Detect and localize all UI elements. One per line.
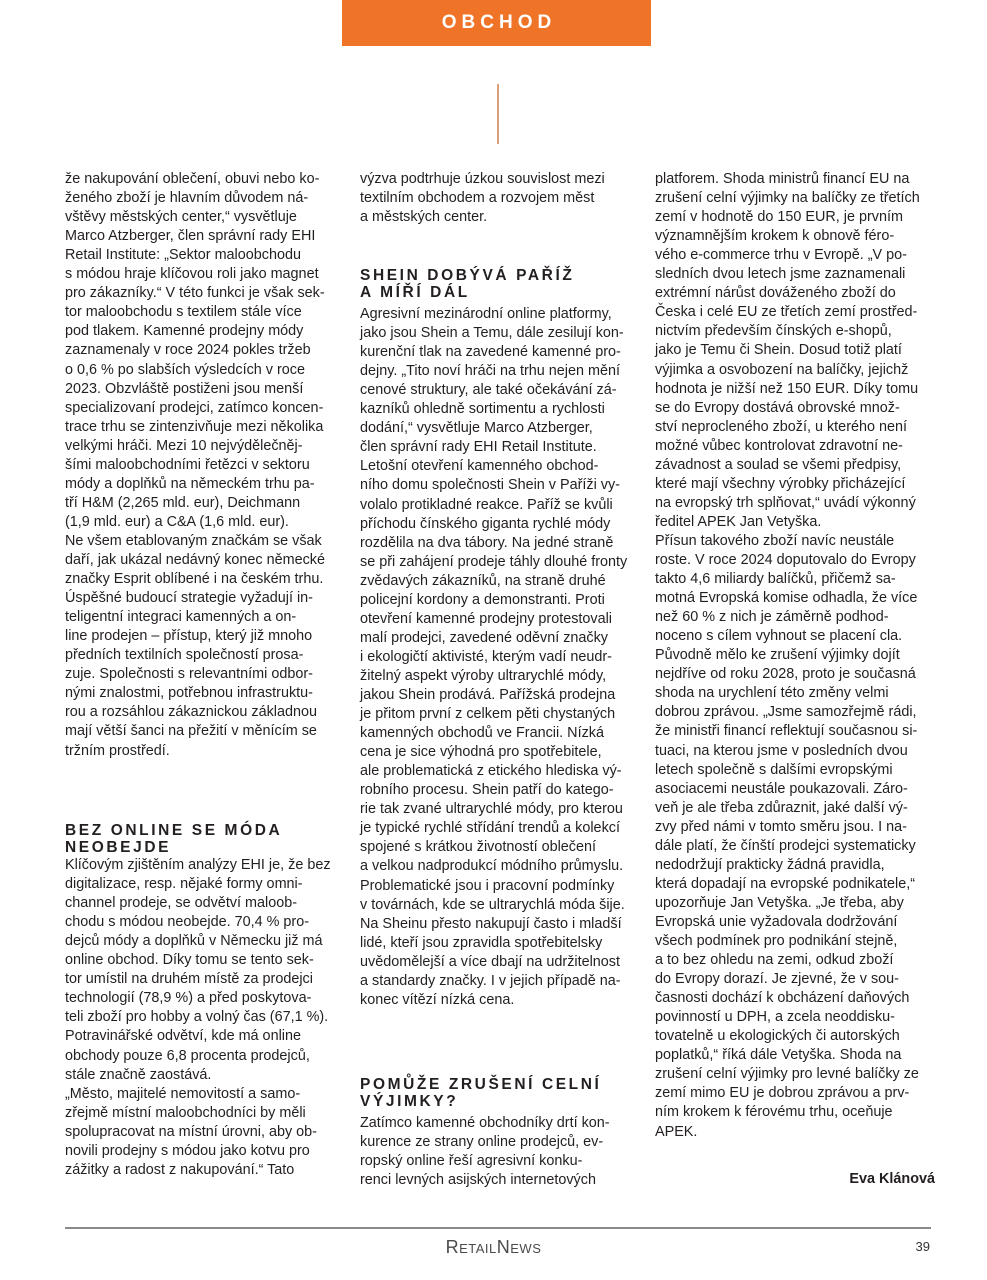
- paragraph-line: tří H&M (2,265 mld. eur), Deichmann: [65, 494, 301, 511]
- paragraph-line: že nakupování oblečení, obuvi nebo ko-: [65, 171, 320, 187]
- paragraph-line: motná Evropská komise odhadla, že více: [655, 590, 918, 607]
- paragraph-line: 2023. Obzvláště postiženi jsou menší: [65, 380, 304, 397]
- paragraph-line: výzva podtrhuje úzkou souvislost mezi: [360, 171, 605, 187]
- paragraph-line: letech společně s dalšími evropskými: [655, 761, 893, 778]
- paragraph-line: volalo protikladné reakce. Paříž se kvůli: [360, 496, 613, 513]
- paragraph-line: Problematické jsou i pracovní podmínky: [360, 877, 615, 894]
- section-label: OBCHOD: [441, 12, 557, 33]
- paragraph-line: zaznamenaly v roce 2024 pokles tržeb: [65, 342, 311, 359]
- paragraph-line: Ne všem etablovaným značkám se však: [65, 532, 322, 549]
- paragraph-line: ale problematická z etického hlediska vý-: [360, 763, 622, 780]
- paragraph-line: renci levných asijských internetových: [360, 1172, 596, 1189]
- paragraph-line: je typické rychlé střídání trendů a kolekcí: [360, 820, 620, 837]
- paragraph-line: mají větší šanci na přežití v měnícím se: [65, 723, 317, 740]
- paragraph-line: jakou Shein prodává. Pařížská prodejna: [360, 687, 616, 703]
- paragraph-line: která dopadají na evropské podnikatele,“: [655, 875, 916, 892]
- paragraph-line: dobrou zprávou. „Jsme samozřejmě rádi,: [655, 704, 917, 721]
- paragraph-line: obchody pouze 6,8 procenta prodejců,: [65, 1047, 310, 1064]
- page-number: 39: [915, 1239, 930, 1254]
- paragraph-line: zrušení celní výjimky pro levné balíčky ze: [655, 1066, 919, 1083]
- paragraph-line: významnějším krokem k obnově féro-: [655, 228, 895, 245]
- paragraph-line: novili prodejny s módou jako kotvu pro: [65, 1142, 310, 1159]
- paragraph-line: platforem. Shoda ministrů financí EU na: [655, 171, 910, 187]
- section-heading: A MÍŘÍ DÁL: [360, 284, 470, 301]
- paragraph-line: jako je Temu či Shein. Dosud totiž platí: [655, 342, 902, 359]
- paragraph-line: nejdříve od roku 2028, proto je současná: [655, 666, 916, 683]
- paragraph-line: hodnota je nižší než 150 EUR. Díky tomu: [655, 380, 919, 397]
- paragraph-line: předních textilních společností prosa-: [65, 647, 304, 664]
- paragraph-line: channel prodeje, se odvětví maloob-: [65, 895, 297, 912]
- paragraph-line: kazníků ohledně sortimentu a rychlosti: [360, 401, 605, 418]
- section-heading: BEZ ONLINE SE MÓDA: [65, 822, 283, 839]
- paragraph-line: ního domu společnosti Shein v Paříži vy-: [360, 477, 620, 494]
- paragraph-line: pro zákazníky.“ V této funkci je však sek-: [65, 285, 325, 302]
- paragraph-line: tor umístil na druhém místě za prodejci: [65, 971, 313, 988]
- footer-divider: [65, 1227, 931, 1229]
- paragraph-line: dále platí, že čínští prodejci systematicky: [655, 837, 916, 854]
- paragraph-line: specializovaní prodejci, zatímco koncen-: [65, 399, 324, 416]
- paragraph-line: s módou hraje klíčovou roli jako magnet: [65, 266, 319, 283]
- paragraph-line: shoda na urychlení této změny velmi: [655, 685, 889, 702]
- paragraph-line: stále značně zaostává.: [65, 1066, 212, 1083]
- paragraph-line: textilním obchodem a rozvojem měst: [360, 190, 595, 207]
- paragraph-line: digitalizace, resp. nějaké formy omni-: [65, 876, 303, 893]
- paragraph-line: nictvím především čínských e-shopů,: [655, 323, 892, 340]
- paragraph-line: lidé, kteří jsou zpravidla spotřebitelsky: [360, 934, 603, 951]
- paragraph-line: příchodu čínského giganta rychlé módy: [360, 515, 611, 532]
- paragraph-line: zážitky a radost z nakupování.“ Tato: [65, 1161, 295, 1178]
- paragraph-line: Agresivní mezinárodní online platformy,: [360, 306, 612, 322]
- paragraph-line: člen správní rady EHI Retail Institute.: [360, 439, 597, 456]
- paragraph-line: otevření kamenné prodejny protestovali: [360, 610, 612, 627]
- paragraph-line: i ekologičtí aktivisté, kterým vadí neudr-: [360, 648, 612, 665]
- paragraph-line: zvy před námi v tomto směru jsou. I na-: [655, 818, 907, 835]
- paragraph-line: ropský online řeší agresivní konku-: [360, 1153, 583, 1170]
- paragraph-line: povinností u DPH, a zcela neoddisku-: [655, 1009, 895, 1026]
- section-heading: SHEIN DOBÝVÁ PAŘÍŽ: [360, 267, 575, 284]
- accent-divider: [497, 84, 499, 144]
- paragraph-line: Klíčovým zjištěním analýzy EHI je, že bez: [65, 857, 331, 873]
- publication-logo: RETAILNEWS: [445, 1237, 542, 1257]
- paragraph-line: teli zboží pro hobby a volný čas (67,1 %).: [65, 1009, 329, 1026]
- paragraph-line: ředitel APEK Jan Vetyška.: [655, 513, 822, 530]
- paragraph-line: ženého zboží je hlavním důvodem ná-: [65, 190, 309, 207]
- paragraph-line: dejců módy a doplňků v Německu již má: [65, 933, 323, 950]
- paragraph-line: vštěvy městských center,“ vysvětluje: [65, 209, 297, 226]
- paragraph-line: takto 4,6 miliardy balíčků, přičemž sa-: [655, 571, 896, 588]
- paragraph-line: Přísun takového zboží navíc neustále: [655, 532, 895, 549]
- paragraph-line: je přitom první z celkem pěti chystaných: [360, 706, 616, 723]
- paragraph-line: které mají všechny výrobky přicházející: [655, 475, 906, 492]
- paragraph-line: roste. V roce 2024 doputovalo do Evropy: [655, 552, 916, 568]
- paragraph-line: se do Evropy dostává obrovské množ-: [655, 399, 900, 416]
- paragraph-line: se při zahájení prodeje táhly dlouhé fronty: [360, 553, 628, 570]
- paragraph-line: módy a doplňků na německém trhu pa-: [65, 475, 315, 492]
- paragraph-line: Retail Institute: „Sektor maloobchodu: [65, 247, 301, 264]
- paragraph-line: jako jsou Shein a Temu, dále zesilují kon-: [360, 325, 624, 342]
- paragraph-line: cena je sice výhodná pro spotřebitele,: [360, 744, 602, 761]
- paragraph-line: Zatímco kamenné obchodníky drtí kon-: [360, 1115, 610, 1131]
- paragraph-line: zrušení celní výjimky na balíčky ze třetích: [655, 190, 920, 207]
- paragraph-line: rie tak zvané ultrarychlé módy, pro kterou: [360, 801, 623, 818]
- paragraph-line: výjimka a osvobození na balíčky, jejichž: [655, 361, 909, 378]
- paragraph-line: do Evropy dorazí. Je zjevné, že v sou-: [655, 971, 899, 988]
- paragraph-line: ství neprocleného zboží, u kterého není: [655, 418, 907, 435]
- paragraph-line: upozorňuje Jan Vetyška. „Je třeba, aby: [655, 894, 904, 911]
- paragraph-line: rou a rozsáhlou zákaznickou základnou: [65, 704, 317, 721]
- paragraph-line: rozdělila na dva tábory. Na jedné straně: [360, 534, 614, 551]
- paragraph-line: než 60 % z nich je záměrně podhod-: [655, 609, 889, 626]
- paragraph-line: robního procesu. Shein patří do katego-: [360, 782, 614, 799]
- paragraph-line: na evropský trh splňovat,“ uvádí výkonný: [655, 494, 916, 511]
- paragraph-line: malí prodejci, zavedené oděvní značky: [360, 629, 608, 646]
- paragraph-line: všech podmínek pro podnikání stejně,: [655, 933, 898, 949]
- paragraph-line: kamenných obchodů ve Francii. Nízká: [360, 725, 604, 742]
- paragraph-line: online obchod. Díky tomu se tento sek-: [65, 952, 314, 969]
- paragraph-line: velkými hráči. Mezi 10 nejvýdělečněj-: [65, 437, 303, 454]
- paragraph-line: uvědomělejší a více dbají na udržitelnost: [360, 953, 620, 970]
- paragraph-line: možné vůbec kontrolovat zdravotní ne-: [655, 437, 903, 454]
- paragraph-line: trace trhu se zintenzivňuje mezi několika: [65, 418, 324, 435]
- section-banner: [342, 0, 651, 46]
- paragraph-line: kurenční tlak na zavedené kamenné pro-: [360, 344, 621, 361]
- paragraph-line: zemí v hodnotě do 150 EUR, je prvním: [655, 209, 903, 226]
- paragraph-line: policejní kordony a demonstranti. Proti: [360, 591, 605, 608]
- author-byline: Eva Klánová: [849, 1171, 935, 1187]
- paragraph-line: spolupracovat na místní úrovni, aby ob-: [65, 1123, 317, 1140]
- paragraph-line: Evropská unie vyžadovala dodržování: [655, 913, 898, 930]
- paragraph-line: žitelný aspekt výroby ultrarychlé módy,: [360, 667, 607, 684]
- paragraph-line: (1,9 mld. eur) a C&A (1,6 mld. eur).: [65, 513, 289, 530]
- paragraph-line: tovatelně u ekologických či autorských: [655, 1028, 900, 1045]
- paragraph-line: Na Sheinu přesto nakupují často i mladší: [360, 915, 622, 932]
- paragraph-line: Úspěšné budoucí strategie vyžadují in-: [65, 590, 313, 607]
- paragraph-line: zuje. Společnosti s relevantními odbor-: [65, 666, 313, 683]
- paragraph-line: Potravinářské odvětví, kde má online: [65, 1028, 301, 1045]
- paragraph-line: ním krokem k férovému trhu, oceňuje: [655, 1104, 893, 1121]
- paragraph-line: Marco Atzberger, člen správní rady EHI: [65, 228, 316, 245]
- paragraph-line: tržním prostředí.: [65, 742, 170, 759]
- paragraph-line: veň je ale třeba zdůraznit, jaké další vý-: [655, 799, 908, 816]
- paragraph-line: vého e-commerce trhu v Evropě. „V po-: [655, 247, 907, 264]
- paragraph-line: tuaci, na kterou jsme v posledních dvou: [655, 742, 908, 759]
- paragraph-line: line prodejen – přístup, který již mnoho: [65, 628, 313, 645]
- paragraph-line: a velkou nadprodukcí módního průmyslu.: [360, 858, 624, 875]
- paragraph-line: a standardy značky. I v jejich případě na-: [360, 972, 621, 989]
- paragraph-line: sledních dvou letech jsme zaznamenali: [655, 266, 906, 283]
- paragraph-line: chodu s módou neobejde. 70,4 % pro-: [65, 914, 310, 931]
- paragraph-line: „Město, majitelé nemovitostí a samo-: [65, 1085, 301, 1102]
- paragraph-line: pod tlakem. Kamenné prodejny módy: [65, 323, 304, 340]
- paragraph-line: a to bez ohledu na zemi, odkud zboží: [655, 952, 894, 969]
- section-heading: POMŮŽE ZRUŠENÍ CELNÍ: [360, 1076, 602, 1093]
- paragraph-line: nými znalostmi, potřebnou infrastruktu-: [65, 685, 313, 702]
- paragraph-line: extrémní nárůst dováženého zboží do: [655, 285, 896, 302]
- paragraph-line: konec vítězí nízká cena.: [360, 991, 515, 1008]
- paragraph-line: závadnost a soulad se všemi předpisy,: [655, 456, 902, 473]
- paragraph-line: cenové struktury, ale také očekávání zá-: [360, 382, 617, 399]
- paragraph-line: značky Esprit oblíbené i na českém trhu.: [65, 571, 324, 588]
- paragraph-line: zřejmě místní maloobchodníci by měli: [65, 1104, 306, 1121]
- paragraph-line: šími maloobchodními řetězci v sektoru: [65, 456, 310, 473]
- paragraph-line: noceno s cílem vyhnout se placení cla.: [655, 628, 903, 645]
- paragraph-line: a městských center.: [360, 209, 488, 226]
- paragraph-line: APEK.: [655, 1123, 698, 1140]
- paragraph-line: spojené s krátkou životností oblečení: [360, 839, 596, 856]
- paragraph-line: nedodržují prakticky žádná pravidla,: [655, 856, 885, 873]
- section-heading: NEOBEJDE: [65, 839, 172, 856]
- paragraph-line: kurence ze strany online prodejců, ev-: [360, 1134, 604, 1151]
- paragraph-line: zvědavých zákazníků, na straně druhé: [360, 572, 606, 589]
- paragraph-line: časnosti dochází k obcházení daňových: [655, 990, 910, 1007]
- paragraph-line: tor maloobchodu s textilem stále více: [65, 304, 302, 321]
- paragraph-line: dodání,“ vysvětluje Marco Atzberger,: [360, 420, 593, 437]
- paragraph-line: že ministři financí reflektují současnou si-: [655, 723, 918, 740]
- paragraph-line: Česka i celé EU ze třetích zemí prostřed-: [655, 304, 918, 321]
- paragraph-line: dejny. „Tito noví hráči na trhu nejen mění: [360, 363, 620, 380]
- paragraph-line: v továrnách, kde se ultrarychlá móda šije.: [360, 896, 625, 913]
- paragraph-line: teligentní integraci kamenných a on-: [65, 609, 297, 626]
- paragraph-line: poplatků,“ říká dále Vetyška. Shoda na: [655, 1047, 902, 1064]
- paragraph-line: zemí mimo EU je dobrou zprávou a prv-: [655, 1085, 910, 1102]
- paragraph-line: daří, jak ukázal nedávný konec německé: [65, 552, 325, 568]
- paragraph-line: technologií (78,9 %) a před poskytova-: [65, 990, 312, 1007]
- section-heading: VÝJIMKY?: [360, 1093, 459, 1110]
- paragraph-line: Letošní otevření kamenného obchod-: [360, 458, 599, 475]
- paragraph-line: o 0,6 % po slabších výsledcích v roce: [65, 361, 305, 378]
- paragraph-line: Původně mělo ke zrušení výjimky dojít: [655, 647, 900, 664]
- paragraph-line: asociacemi neustále poukazovali. Záro-: [655, 780, 908, 797]
